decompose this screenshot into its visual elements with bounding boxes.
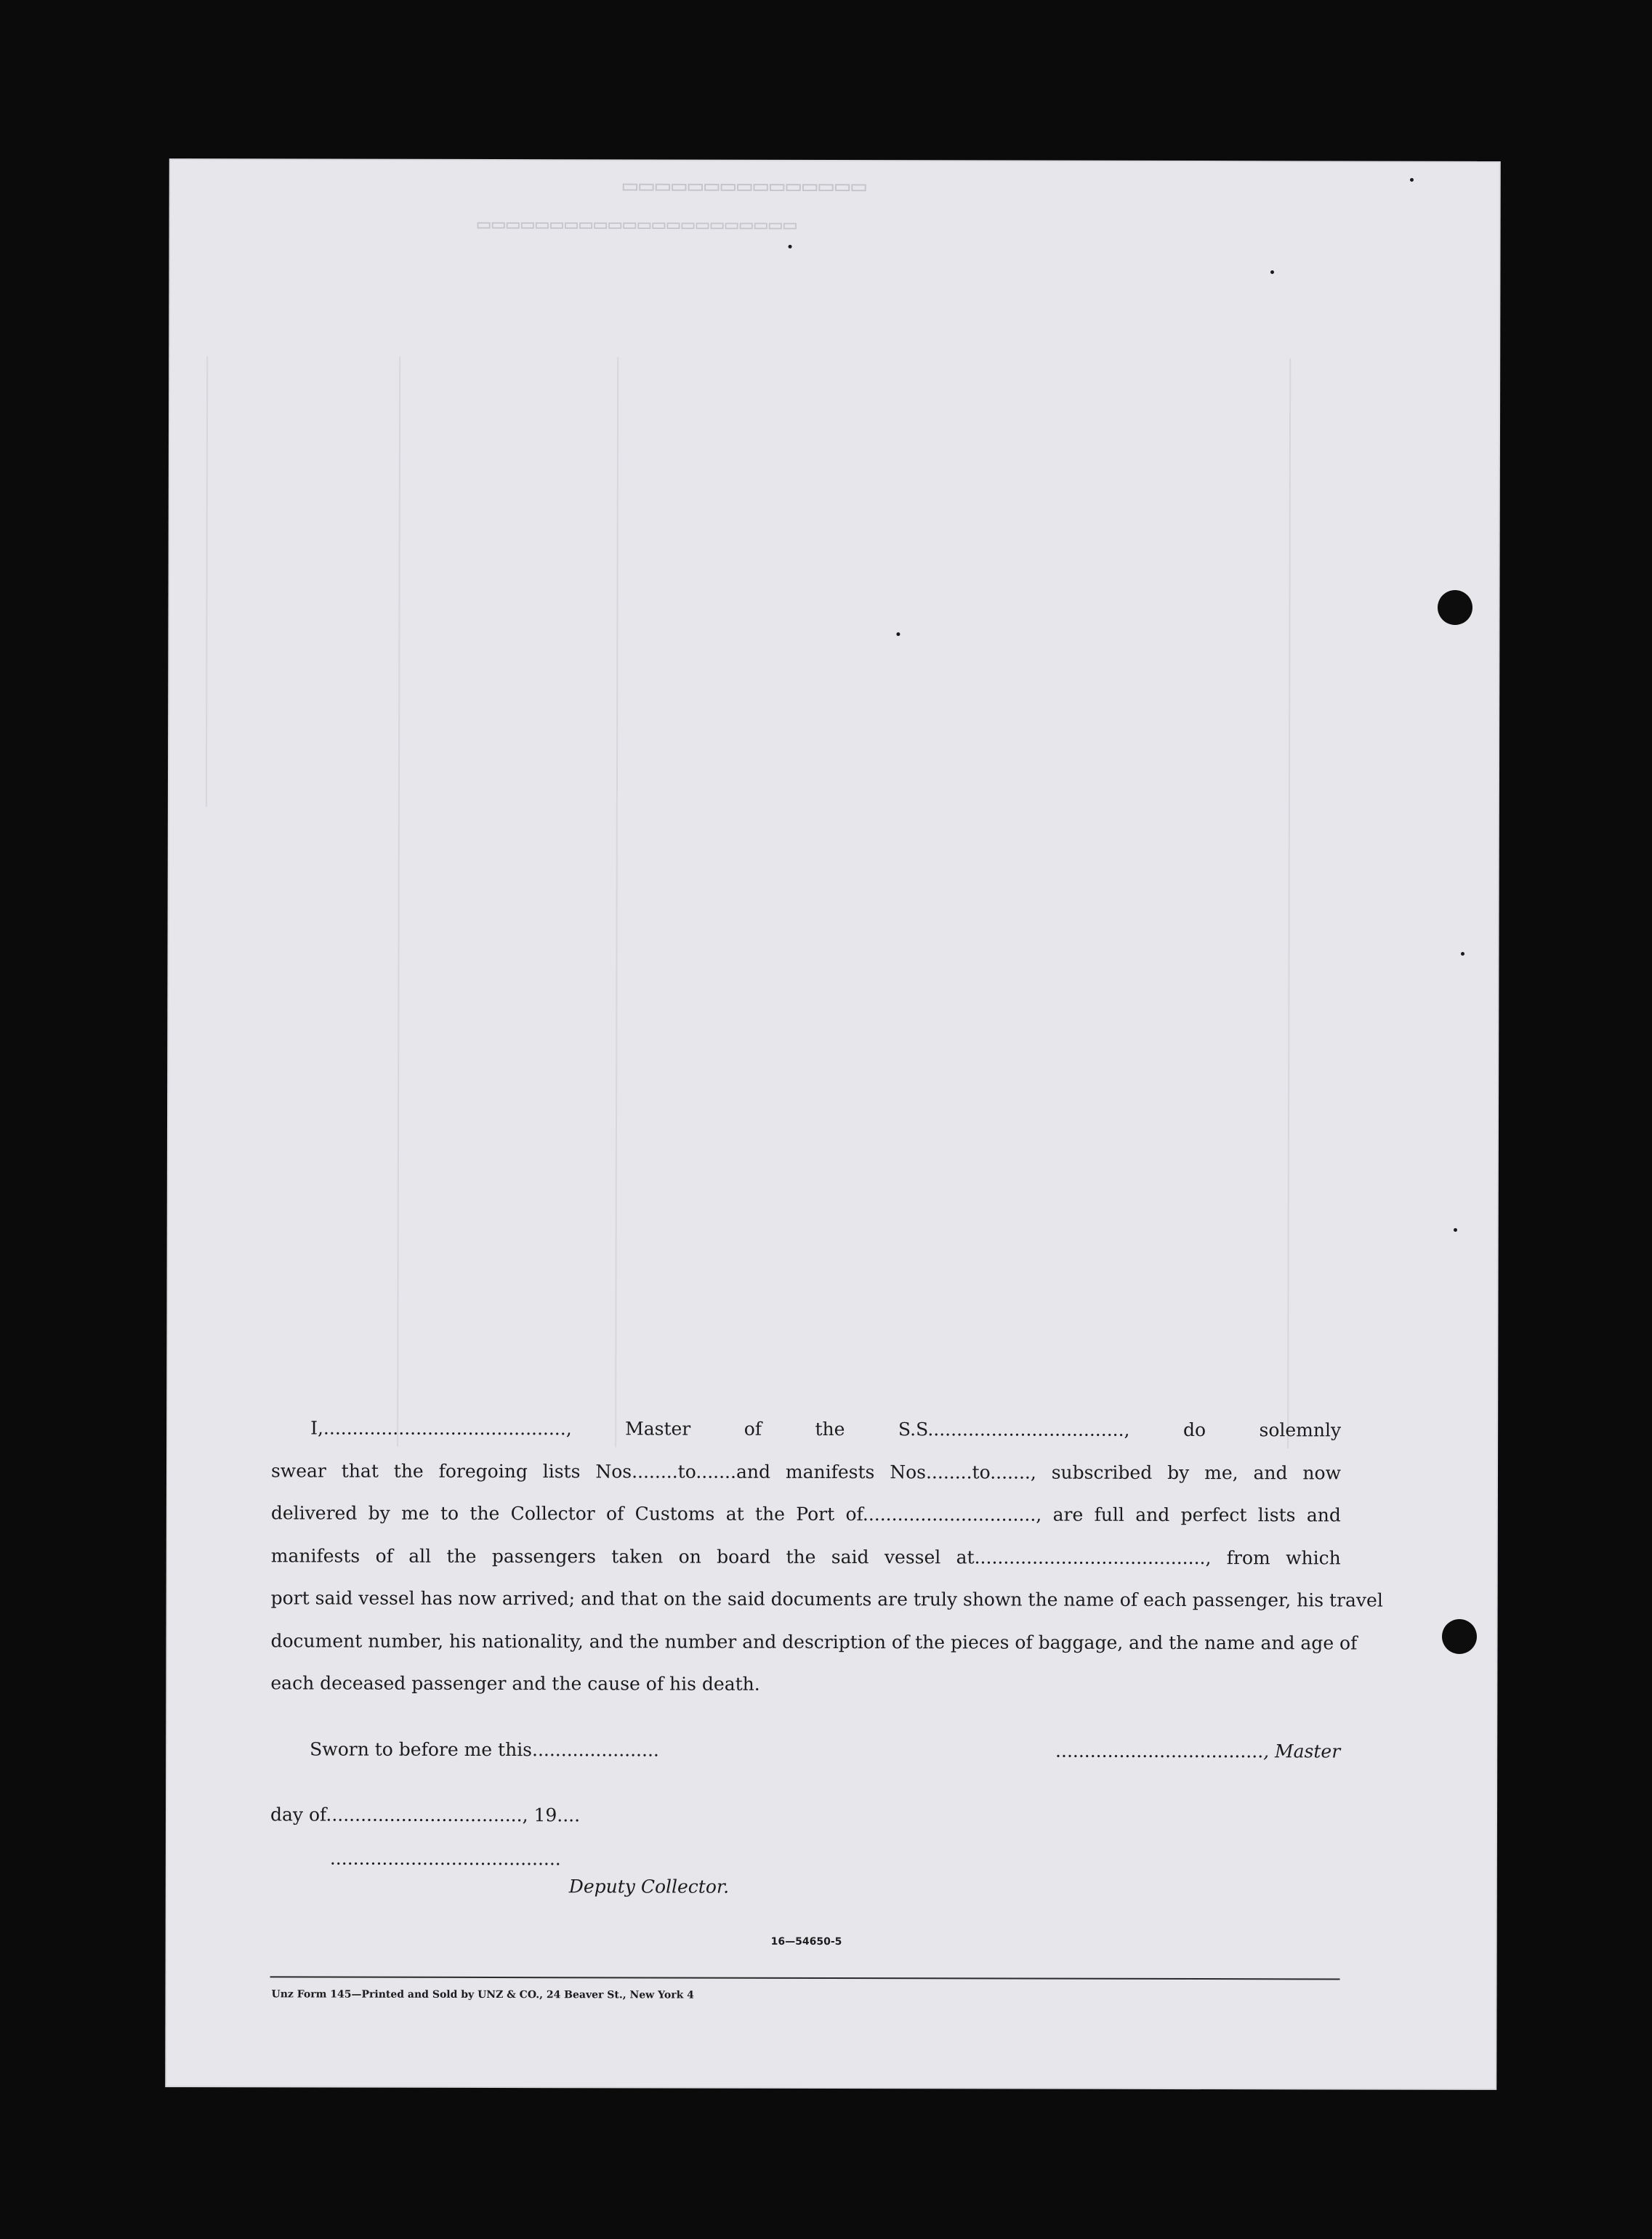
printer-imprint: Unz Form 145—Printed and Sold by UNZ & CO., 24 Beaver St., New York 4 <box>271 1988 694 2001</box>
film-speck <box>1270 270 1274 274</box>
punch-hole <box>1438 590 1472 625</box>
bleed-through-column <box>615 357 619 1447</box>
master-label: , Master <box>1263 1740 1341 1762</box>
oath-line-6: document number, his nationality, and the number and description of the pieces of baggage, and the name and age of <box>270 1629 1358 1654</box>
film-speck <box>1454 1228 1457 1232</box>
deputy-collector-label: Deputy Collector. <box>568 1876 730 1897</box>
film-speck <box>1410 178 1414 182</box>
bleed-through-header: ▭▭▭▭▭▭▭▭▭▭▭▭▭▭▭ <box>621 171 866 201</box>
oath-line-2: swear that the foregoing lists Nos........to.......and manifests Nos........to......., subscribed by me, and now <box>270 1459 1342 1483</box>
oath-line-3: delivered by me to the Collector of Customs at the Port of.............................., are full and perfect lists and <box>270 1502 1341 1526</box>
form-number: 16—54650-5 <box>770 1935 842 1948</box>
oath-line-1: I,.........................................., Master of the S.S.................................., do solemnly <box>310 1417 1342 1441</box>
day-of-line: day of.................................., 19.... <box>270 1804 581 1826</box>
ink-speck <box>896 632 900 636</box>
bleed-through-column <box>397 357 400 1447</box>
bleed-through-column <box>206 356 208 807</box>
footer-rule <box>270 1976 1340 1980</box>
ink-speck <box>789 245 792 249</box>
oath-line-4: manifests of all the passengers taken on board the said vessel at........................................, from which <box>270 1544 1341 1568</box>
bleed-through-subheader: ▭▭▭▭▭▭▭▭▭▭▭▭▭▭▭▭▭▭▭▭▭▭ <box>475 211 797 238</box>
oath-paragraph <box>270 1407 1383 1707</box>
film-speck <box>1461 952 1464 956</box>
document-sheet <box>166 160 1499 2089</box>
bleed-through-column <box>1287 358 1291 1448</box>
master-signature-dots: .................................... <box>1055 1740 1264 1762</box>
oath-line-7: each deceased passenger and the cause of his death. <box>270 1672 760 1695</box>
punch-hole <box>1442 1619 1477 1654</box>
deputy-dots: ........................................ <box>329 1847 561 1870</box>
oath-line-5: port said vessel has now arrived; and that on the said documents are truly shown the name of each passenger, his travel <box>270 1587 1383 1611</box>
sworn-text: Sworn to before me this...................... <box>310 1738 659 1761</box>
sworn-line <box>270 1738 1340 1762</box>
